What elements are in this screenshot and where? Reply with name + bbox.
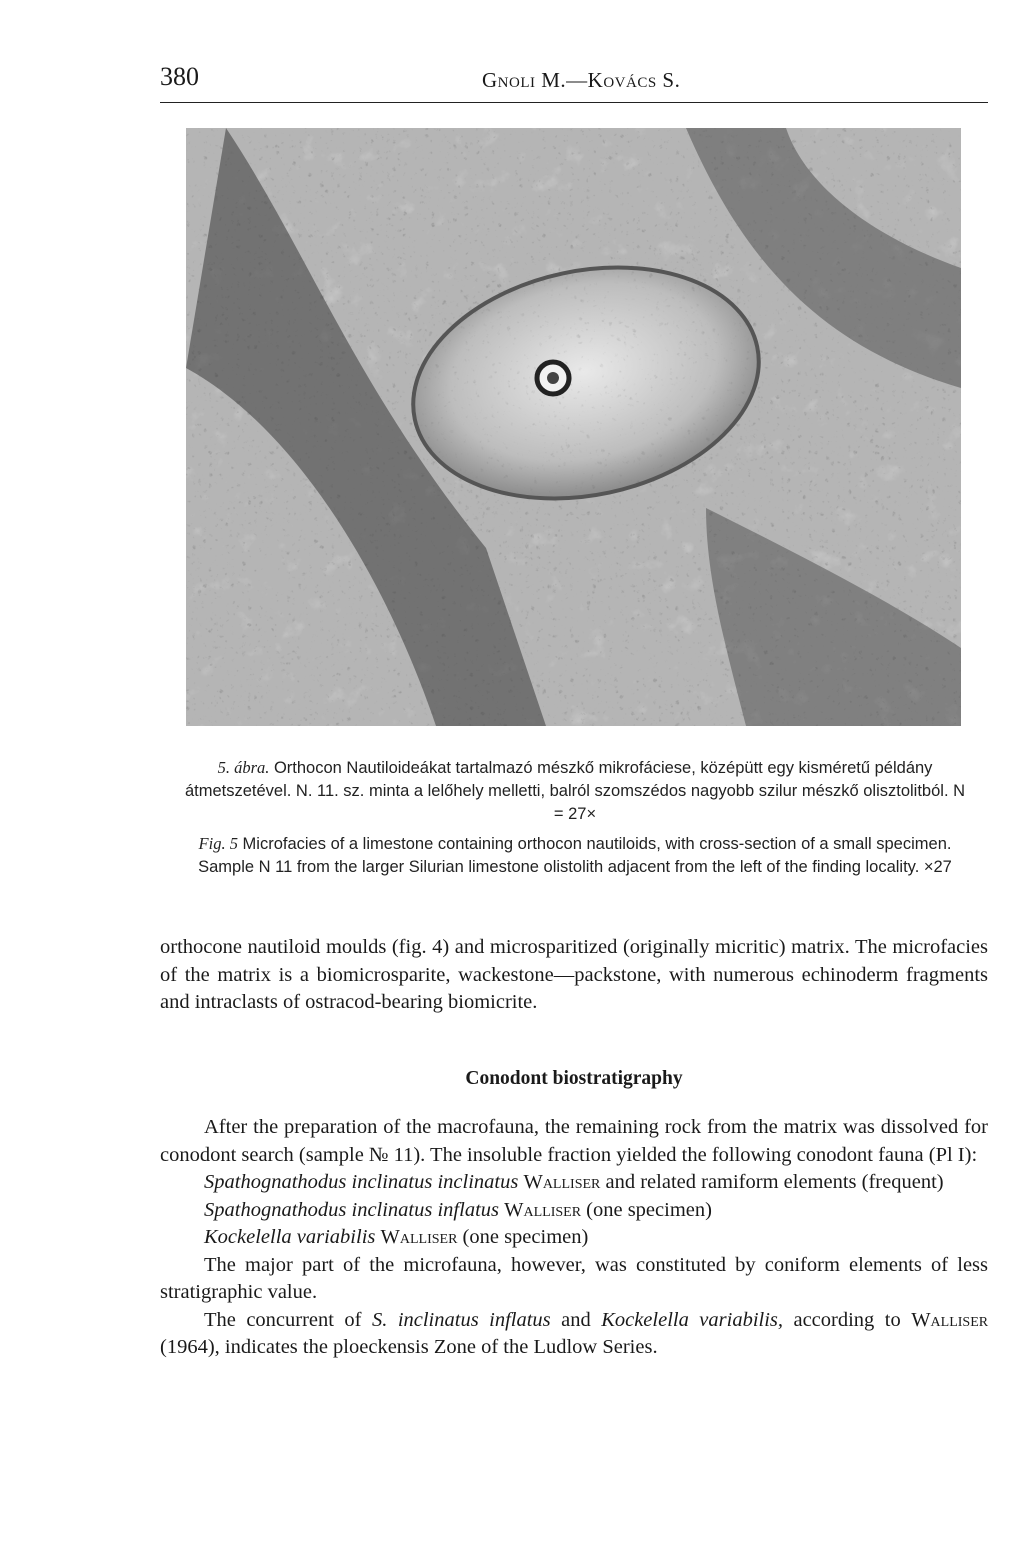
species-entry [160,1169,988,1197]
conclusion-taxon-2: Kockelella variabilis, [601,1308,784,1331]
conclusion-lead: The concurrent of [204,1308,362,1331]
species-entry [160,1197,988,1225]
species-author: Walliser [523,1171,601,1193]
paragraph-intro: After the preparation of the macrofauna, the remaining rock from the matrix was dissolved for conodont search (sample № 11). The insoluble fraction yielded the following conodont fauna (Pl I): [160,1116,988,1166]
running-head-authors: Gnoli M.—Kovács S. [482,68,681,92]
conclusion-according: according to [793,1308,901,1331]
conclusion-and: and [561,1308,591,1331]
conclusion-rest: (1964), indicates the ploeckensis Zone of the Ludlow Series. [160,1336,658,1358]
page-number: 380 [160,62,199,91]
page-header [160,62,988,103]
caption-text-en: Microfacies of a limestone containing orthocon nautiloids, with cross-section of a small specimen. Sample N 11 from the larger Silurian limestone olistolith adjacent from the left of the finding locality. ×27 [198,835,952,876]
species-note: (one specimen) [586,1198,712,1221]
species-note: and related ramiform elements (frequent) [605,1171,944,1193]
paragraph-major-part: The major part of the microfauna, however, was constituted by coniform elements of less stratigraphic value. [160,1253,988,1303]
figure-caption-hungarian [180,756,970,826]
species-note: (one specimen) [462,1226,589,1248]
species-name: Spathognathodus inclinatus inflatus [204,1198,499,1221]
micrograph-thin-section-icon [186,128,961,726]
caption-label-en: Fig. 5 [198,834,238,853]
figure-5-micrograph [186,128,961,726]
paragraph-text: orthocone nautiloid moulds (fig. 4) and microsparitized (originally micritic) matrix. The microfacies of the matrix is a biomicrosparite, wackestone—packstone, with numerous echinoderm fragments and intraclasts of ostracod-bearing biomicrite. [160,936,988,1013]
species-author: Walliser [380,1226,458,1248]
species-name: Spathognathodus inclinatus inclinatus [204,1171,519,1193]
conclusion-taxon-1: S. inclinatus inflatus [371,1308,551,1331]
paragraph-continued [160,934,988,1017]
caption-label-hu: 5. ábra. [217,758,270,777]
figure-caption-english [180,832,970,879]
species-author: Walliser [504,1198,582,1221]
paragraph-conclusion [160,1307,988,1362]
section-heading: Conodont biostratigraphy [465,1068,683,1089]
species-name: Kockelella variabilis [204,1226,376,1248]
caption-text-hu: Orthocon Nautiloideákat tartalmazó mészkő mikrofáciese, középütt egy kisméretű példány átmetszetével. N. 11. sz. minta a lelőhely melletti, balról szomszédos nagyobb szilur mészkő olisztolitból. N = 27× [184,759,966,823]
species-entry [160,1224,988,1252]
conclusion-author: Walliser [911,1308,989,1331]
conodont-section-body [160,1114,988,1362]
